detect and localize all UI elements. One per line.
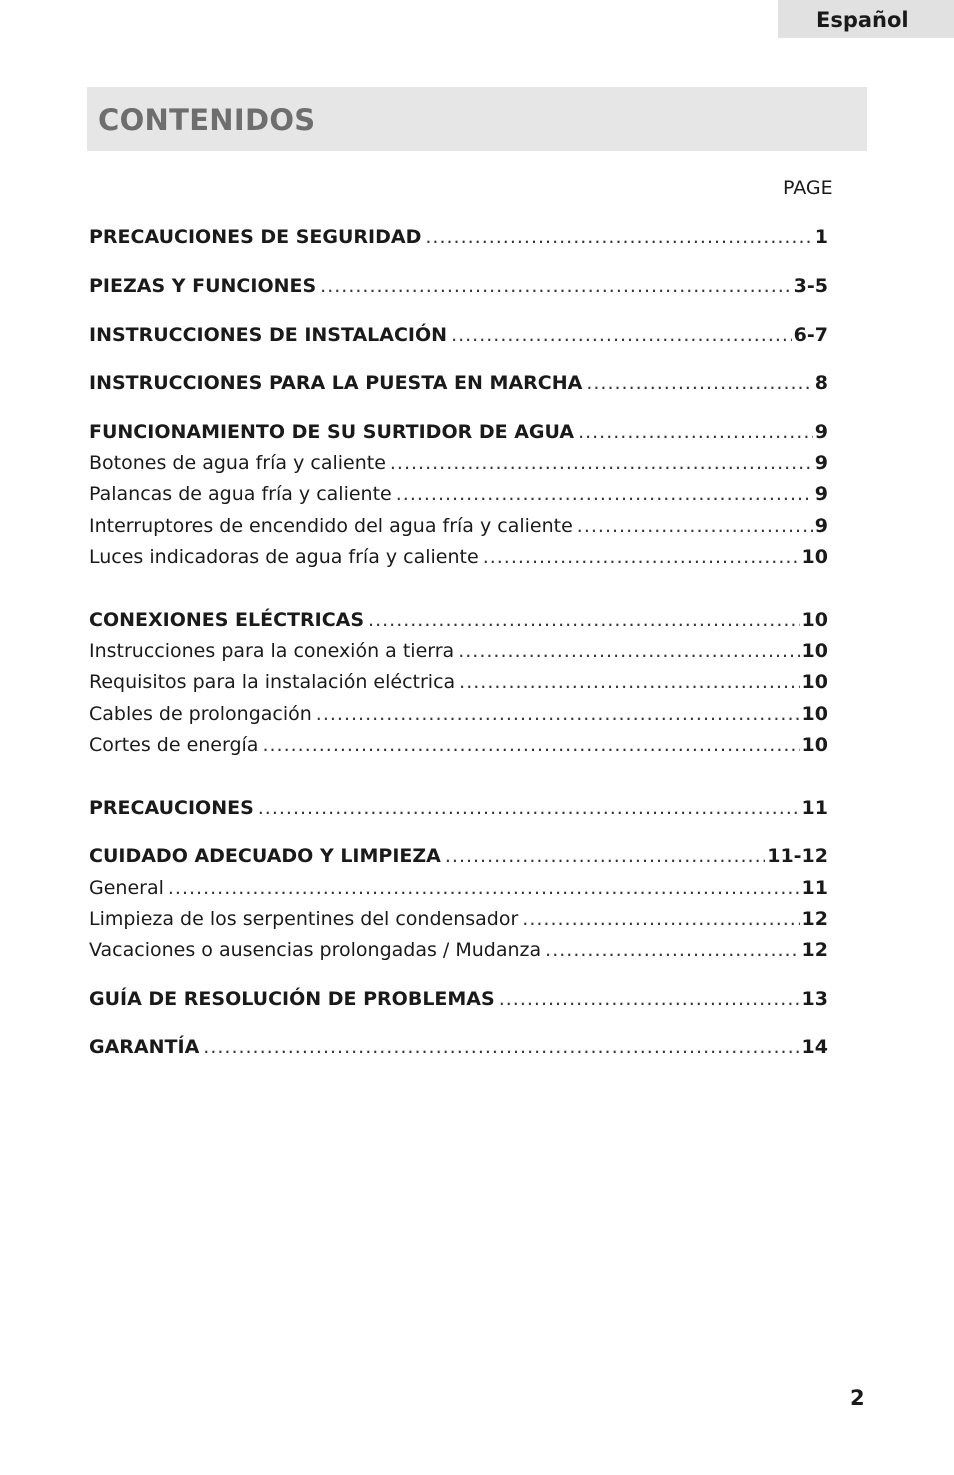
toc-entry-page: 3-5 <box>793 275 828 297</box>
toc-entry-page: 10 <box>801 734 828 756</box>
dot-leader <box>458 638 799 664</box>
toc-entry-label: Instrucciones para la conexión a tierra <box>89 640 455 662</box>
toc-entry-label: General <box>89 877 164 899</box>
toc-entry-label: INSTRUCCIONES PARA LA PUESTA EN MARCHA <box>89 372 583 394</box>
toc-entry-page: 1 <box>814 226 828 248</box>
toc-entry-label: Requisitos para la instalación eléctrica <box>89 671 456 693</box>
toc-entry-label: Interruptores de encendido del agua fría y caliente <box>89 515 573 537</box>
dot-leader <box>316 701 800 727</box>
toc-entry-page: 10 <box>801 609 828 631</box>
toc-entry-cuidado-limpieza <box>89 843 828 869</box>
toc-entry-label: Cortes de energía <box>89 734 259 756</box>
toc-entry-page: 12 <box>801 939 828 961</box>
dot-leader <box>522 906 799 932</box>
toc-entry-funcionamiento <box>89 419 828 445</box>
dot-leader <box>451 322 792 348</box>
toc-subentry-palancas <box>89 481 828 507</box>
toc-entry-label: Luces indicadoras de agua fría y caliente <box>89 546 479 568</box>
toc-entry-page: 8 <box>814 372 828 394</box>
dot-leader <box>390 450 813 476</box>
toc-entry-label: FUNCIONAMIENTO DE SU SURTIDOR DE AGUA <box>89 421 575 443</box>
toc-entry-page: 14 <box>801 1036 828 1058</box>
toc-entry-page: 11 <box>801 877 828 899</box>
toc-entry-label: CONEXIONES ELÉCTRICAS <box>89 609 365 631</box>
toc-entry-page: 10 <box>801 546 828 568</box>
page-column-header: PAGE <box>783 177 833 199</box>
dot-leader <box>483 544 800 570</box>
toc-entry-conexiones-electricas <box>89 607 828 633</box>
toc-subentry-requisitos <box>89 669 828 695</box>
toc-entry-label: Limpieza de los serpentines del condensador <box>89 908 519 930</box>
toc-subentry-botones <box>89 450 828 476</box>
toc-entry-page: 6-7 <box>793 324 828 346</box>
toc-entry-precauciones <box>89 795 828 821</box>
dot-leader <box>578 419 813 445</box>
toc-subentry-general <box>89 875 828 901</box>
toc-entry-piezas-y-funciones <box>89 273 828 299</box>
dot-leader <box>586 370 812 396</box>
toc-entry-page: 9 <box>814 452 828 474</box>
toc-entry-label: PRECAUCIONES <box>89 797 254 819</box>
toc-subentry-serpentines <box>89 906 828 932</box>
dot-leader <box>262 732 799 758</box>
dot-leader <box>396 481 813 507</box>
dot-leader <box>258 795 800 821</box>
page-number: 2 <box>850 1386 865 1410</box>
dot-leader <box>459 669 799 695</box>
toc-entry-label: INSTRUCCIONES DE INSTALACIÓN <box>89 324 448 346</box>
dot-leader <box>320 273 792 299</box>
toc-entry-label: Vacaciones o ausencias prolongadas / Mudanza <box>89 939 542 961</box>
toc-entry-page: 10 <box>801 671 828 693</box>
dot-leader <box>425 224 812 250</box>
toc-entry-label: Botones de agua fría y caliente <box>89 452 386 474</box>
dot-leader <box>445 843 765 869</box>
toc-entry-page: 9 <box>814 421 828 443</box>
toc-subentry-vacaciones <box>89 937 828 963</box>
toc-entry-garantia <box>89 1034 828 1060</box>
page-title: CONTENIDOS <box>87 87 867 151</box>
toc-entry-label: PRECAUCIONES DE SEGURIDAD <box>89 226 422 248</box>
toc-subentry-luces <box>89 544 828 570</box>
toc-entry-page: 11 <box>801 797 828 819</box>
dot-leader <box>168 875 800 901</box>
toc-entry-label: PIEZAS Y FUNCIONES <box>89 275 317 297</box>
toc-entry-label: GARANTÍA <box>89 1036 200 1058</box>
dot-leader <box>368 607 800 633</box>
toc-entry-page: 13 <box>801 988 828 1010</box>
toc-entry-precauciones-de-seguridad <box>89 224 828 250</box>
dot-leader <box>545 937 799 963</box>
toc-entry-page: 11-12 <box>767 845 828 867</box>
toc-entry-page: 10 <box>801 640 828 662</box>
toc-entry-label: CUIDADO ADECUADO Y LIMPIEZA <box>89 845 441 867</box>
toc-entry-page: 9 <box>814 483 828 505</box>
dot-leader <box>203 1034 799 1060</box>
toc-subentry-conexion-tierra <box>89 638 828 664</box>
toc-entry-page: 12 <box>801 908 828 930</box>
toc-entry-label: GUÍA DE RESOLUCIÓN DE PROBLEMAS <box>89 988 495 1010</box>
dot-leader <box>577 513 813 539</box>
toc-entry-label: Palancas de agua fría y caliente <box>89 483 392 505</box>
toc-entry-puesta-en-marcha <box>89 370 828 396</box>
toc-entry-page: 10 <box>801 703 828 725</box>
language-tab: Español <box>778 0 954 38</box>
toc-entry-label: Cables de prolongación <box>89 703 312 725</box>
toc-entry-resolucion-problemas <box>89 986 828 1012</box>
toc-entry-instrucciones-de-instalacion <box>89 322 828 348</box>
toc-subentry-interruptores <box>89 513 828 539</box>
toc-subentry-cables <box>89 701 828 727</box>
toc-subentry-cortes <box>89 732 828 758</box>
dot-leader <box>499 986 800 1012</box>
toc-entry-page: 9 <box>814 515 828 537</box>
